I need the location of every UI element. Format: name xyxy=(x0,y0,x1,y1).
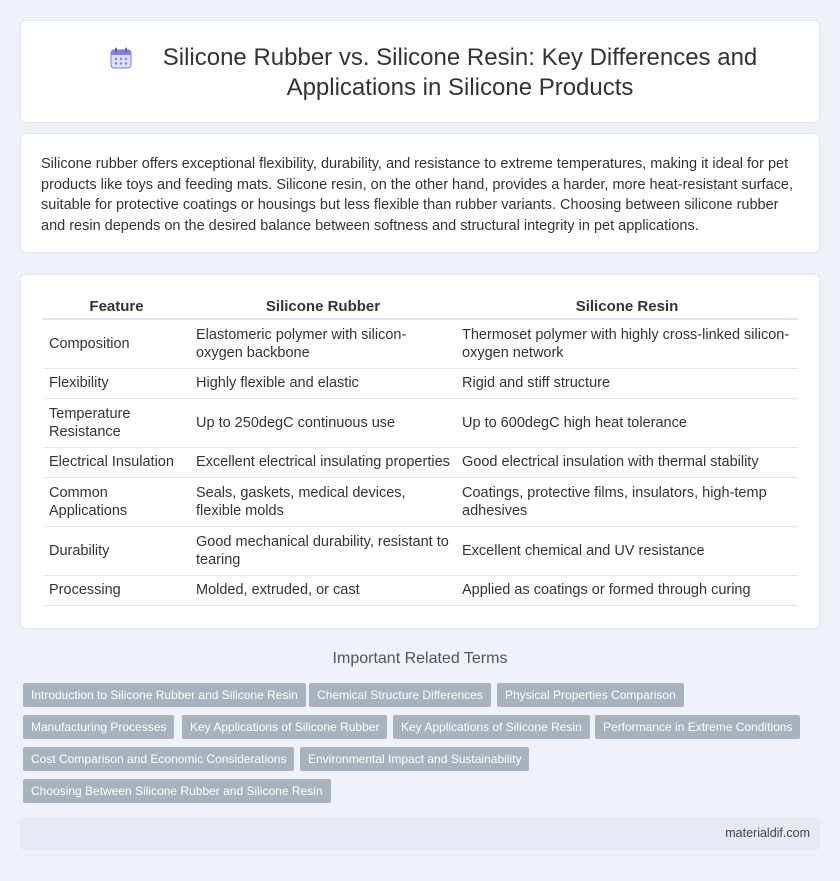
table-cell: Elastomeric polymer with silicon-oxygen backbone xyxy=(190,319,456,368)
table-row xyxy=(43,319,798,368)
intro-card xyxy=(20,133,820,253)
related-term-tag[interactable]: Physical Properties Comparison xyxy=(497,683,684,707)
table-cell: Rigid and stiff structure xyxy=(456,368,798,398)
table-cell: Up to 250degC continuous use xyxy=(190,398,456,447)
table-row xyxy=(43,477,798,526)
table-cell: Flexibility xyxy=(43,368,190,398)
table-cell: Excellent chemical and UV resistance xyxy=(456,526,798,575)
table-row xyxy=(43,447,798,477)
comparison-table xyxy=(43,293,798,606)
related-term-tag[interactable]: Chemical Structure Differences xyxy=(309,683,491,707)
related-term-tag[interactable]: Key Applications of Silicone Resin xyxy=(393,715,590,739)
table-row xyxy=(43,398,798,447)
table-cell: Highly flexible and elastic xyxy=(190,368,456,398)
table-cell: Composition xyxy=(43,319,190,368)
related-term-tag[interactable]: Performance in Extreme Conditions xyxy=(595,715,800,739)
page-title: Silicone Rubber vs. Silicone Resin: Key Differences and Applications in Silicone Products xyxy=(162,44,758,101)
related-term-tag[interactable]: Choosing Between Silicone Rubber and Silicone Resin xyxy=(23,779,331,803)
table-cell: Excellent electrical insulating properties xyxy=(190,447,456,477)
related-term-tag[interactable]: Environmental Impact and Sustainability xyxy=(300,747,529,771)
table-cell: Seals, gaskets, medical devices, flexible molds xyxy=(190,477,456,526)
table-cell: Molded, extruded, or cast xyxy=(190,575,456,605)
related-term-tag[interactable]: Cost Comparison and Economic Considerations xyxy=(23,747,294,771)
table-cell: Temperature Resistance xyxy=(43,398,190,447)
table-cell: Electrical Insulation xyxy=(43,447,190,477)
table-cell: Good mechanical durability, resistant to tearing xyxy=(190,526,456,575)
column-header-silicone-resin: Silicone Resin xyxy=(456,293,798,319)
footer-bar xyxy=(20,817,820,850)
intro-paragraph: Silicone rubber offers exceptional flexibility, durability, and resistance to extreme temperatures, making it ideal for pet products like toys and feeding mats. Silicone resin, on the other hand, provides a harder, more heat-resistant surface, suitable for protective coatings or housings but less flexible than rubber variants. Choosing between silicone rubber and resin depends on the desired balance between softness and structural integrity in pet applications. xyxy=(41,156,793,234)
table-cell: Common Applications xyxy=(43,477,190,526)
table-cell: Thermoset polymer with highly cross-linked silicon-oxygen network xyxy=(456,319,798,368)
title-card xyxy=(20,20,820,123)
table-cell: Processing xyxy=(43,575,190,605)
table-cell: Coatings, protective films, insulators, high-temp adhesives xyxy=(456,477,798,526)
table-row xyxy=(43,368,798,398)
table-row xyxy=(43,575,798,605)
table-cell: Good electrical insulation with thermal stability xyxy=(456,447,798,477)
related-term-tag[interactable]: Key Applications of Silicone Rubber xyxy=(182,715,387,739)
column-header-feature: Feature xyxy=(43,293,190,319)
table-cell: Durability xyxy=(43,526,190,575)
footer-site-link[interactable]: materialdif.com xyxy=(725,826,810,840)
table-cell: Applied as coatings or formed through curing xyxy=(456,575,798,605)
related-term-tag[interactable]: Introduction to Silicone Rubber and Silicone Resin xyxy=(23,683,306,707)
comparison-table-card xyxy=(20,274,820,629)
column-header-silicone-rubber: Silicone Rubber xyxy=(190,293,456,319)
table-header-row xyxy=(43,293,798,319)
related-terms-heading: Important Related Terms xyxy=(332,650,508,667)
related-term-tag[interactable]: Manufacturing Processes xyxy=(23,715,174,739)
table-cell: Up to 600degC high heat tolerance xyxy=(456,398,798,447)
table-row xyxy=(43,526,798,575)
